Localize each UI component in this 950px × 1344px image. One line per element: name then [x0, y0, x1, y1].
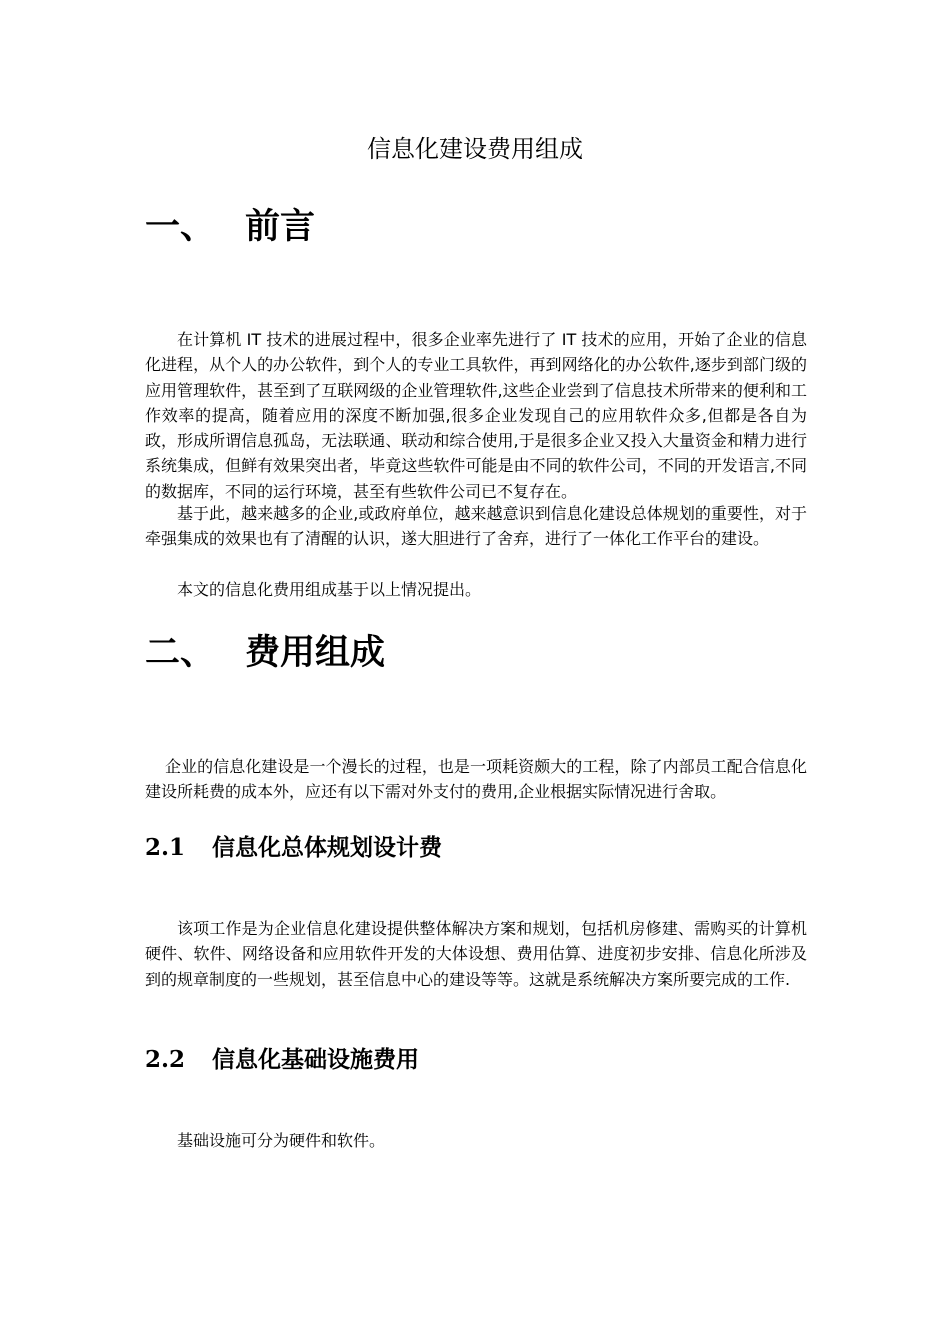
subsection-title: 信息化总体规划设计费 — [212, 835, 442, 861]
body-paragraph: 基于此，越来越多的企业,或政府单位，越来越意识到信息化建设总体规划的重要性，对于牵强集成的效果也有了清醒的认识，遂大胆进行了舍弃，进行了一体化工作平台的建设。 — [145, 504, 807, 549]
body-paragraph: 该项工作是为企业信息化建设提供整体解决方案和规划，包括机房修建、需购买的计算机硬件、软件、网络设备和应用软件开发的大体设想、费用估算、进度初步安排、信息化所涉及到的规章制度的一些规划，甚至信息中心的建设等等。这就是系统解决方案所要完成的工作. — [145, 919, 807, 989]
section-heading-preface — [145, 204, 315, 250]
section-number: 二、 — [145, 633, 216, 673]
body-paragraph: 在计算机 IT 技术的进展过程中，很多企业率先进行了 IT 技术的应用，开始了企业的信息化进程，从个人的办公软件，到个人的专业工具软件，再到网络化的办公软件,逐步到部门级的应用管理软件，甚至到了互联网级的企业管理软件,这些企业尝到了信息技术所带来的便利和工作效率的提高，随着应用的深度不断加强,很多企业发现自己的应用软件众多,但都是各自为政，形成所谓信息孤岛，无法联通、联动和综合使用,于是很多企业又投入大量资金和精力进行系统集成，但鲜有效果突出者，毕竟这些软件可能是由不同的软件公司，不同的开发语言,不同的数据库，不同的运行环境，甚至有些软件公司已不复存在。 — [145, 330, 807, 501]
section-title: 费用组成 — [245, 633, 386, 673]
subsection-number: 2.2 — [145, 1046, 186, 1073]
section-title: 前言 — [245, 207, 316, 247]
document-title: 信息化建设费用组成 — [367, 135, 583, 163]
subsection-number: 2.1 — [145, 834, 186, 861]
section-number: 一、 — [145, 207, 216, 247]
section-heading-costs — [145, 630, 385, 676]
subsection-heading-infrastructure — [145, 1044, 419, 1076]
subsection-title: 信息化基础设施费用 — [212, 1047, 419, 1073]
subsection-heading-planning — [145, 832, 442, 864]
body-paragraph: 本文的信息化费用组成基于以上情况提出。 — [177, 580, 482, 599]
body-paragraph: 基础设施可分为硬件和软件。 — [177, 1131, 386, 1150]
body-paragraph: 企业的信息化建设是一个漫长的过程，也是一项耗资颇大的工程，除了内部员工配合信息化建设所耗费的成本外，应还有以下需对外支付的费用,企业根据实际情况进行舍取。 — [145, 757, 807, 802]
